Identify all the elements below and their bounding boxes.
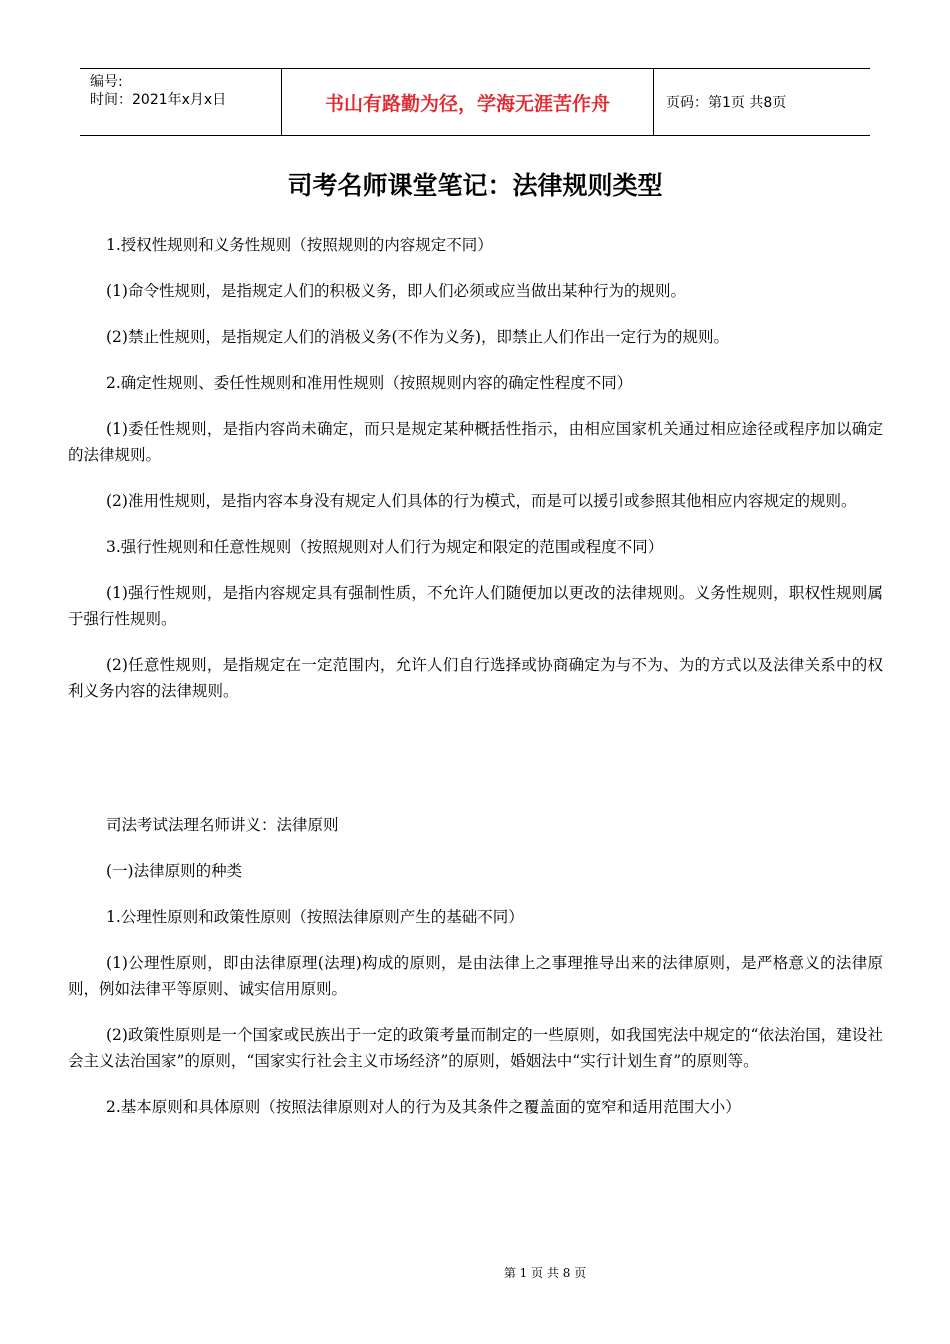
paragraph-7: 3.强行性规则和任意性规则（按照规则对人们行为规定和限定的范围或程度不同） [106, 538, 664, 556]
paragraph-3: (2)禁止性规则，是指规定人们的消极义务(不作为义务)，即禁止人们作出一定行为的规则。 [106, 328, 730, 346]
paragraph-9: (2)任意性规则，是指规定在一定范围内，允许人们自行选择或协商确定为与不为、为的方式以及法律关系中的权利义务内容的法律规则。 [68, 656, 883, 700]
header-page-info: 页码：第1页 共8页 [666, 95, 787, 111]
header-table [80, 68, 870, 136]
document-body [68, 232, 883, 1120]
paragraph-4: 2.确定性规则、委任性规则和准用性规则（按照规则内容的确定性程度不同） [106, 374, 633, 392]
paragraph-2: (1)命令性规则，是指规定人们的积极义务，即人们必须或应当做出某种行为的规则。 [106, 282, 686, 300]
document-date: 时间：2021年x月x日 [90, 92, 227, 108]
document-number-label: 编号: [90, 74, 123, 90]
paragraph-11: (一)法律原则的种类 [106, 862, 243, 880]
paragraph-15: 2.基本原则和具体原则（按照法律原则对人的行为及其条件之覆盖面的宽窄和适用范围大小） [106, 1098, 741, 1116]
paragraph-5: (1)委任性规则，是指内容尚未确定，而只是规定某种概括性指示，由相应国家机关通过相应途径或程序加以确定的法律规则。 [68, 420, 883, 464]
paragraph-6: (2)准用性规则，是指内容本身没有规定人们具体的行为模式，而是可以援引或参照其他相应内容规定的规则。 [106, 492, 857, 510]
document-title: 司考名师课堂笔记：法律规则类型 [287, 171, 663, 200]
paragraph-8: (1)强行性规则，是指内容规定具有强制性质，不允许人们随便加以更改的法律规则。义务性规则，职权性规则属于强行性规则。 [68, 584, 883, 628]
section-heading: 司法考试法理名师讲义：法律原则 [106, 816, 339, 834]
paragraph-13: (1)公理性原则，即由法律原理(法理)构成的原则，是由法律上之事理推导出来的法律原则，是严格意义的法律原则，例如法律平等原则、诚实信用原则。 [68, 954, 883, 998]
page-footer: 第 1 页 共 8 页 [503, 1266, 587, 1280]
paragraph-14: (2)政策性原则是一个国家或民族出于一定的政策考量而制定的一些原则，如我国宪法中规定的“依法治国，建设社会主义法治国家”的原则，“国家实行社会主义市场经济”的原则，婚姻法中“实行计划生育”的原则等。 [68, 1026, 883, 1070]
header-motto: 书山有路勤为径，学海无涯苦作舟 [282, 69, 654, 135]
paragraph-12: 1.公理性原则和政策性原则（按照法律原则产生的基础不同） [106, 908, 524, 926]
paragraph-1: 1.授权性规则和义务性规则（按照规则的内容规定不同） [106, 236, 493, 254]
header-meta-cell [80, 69, 282, 135]
